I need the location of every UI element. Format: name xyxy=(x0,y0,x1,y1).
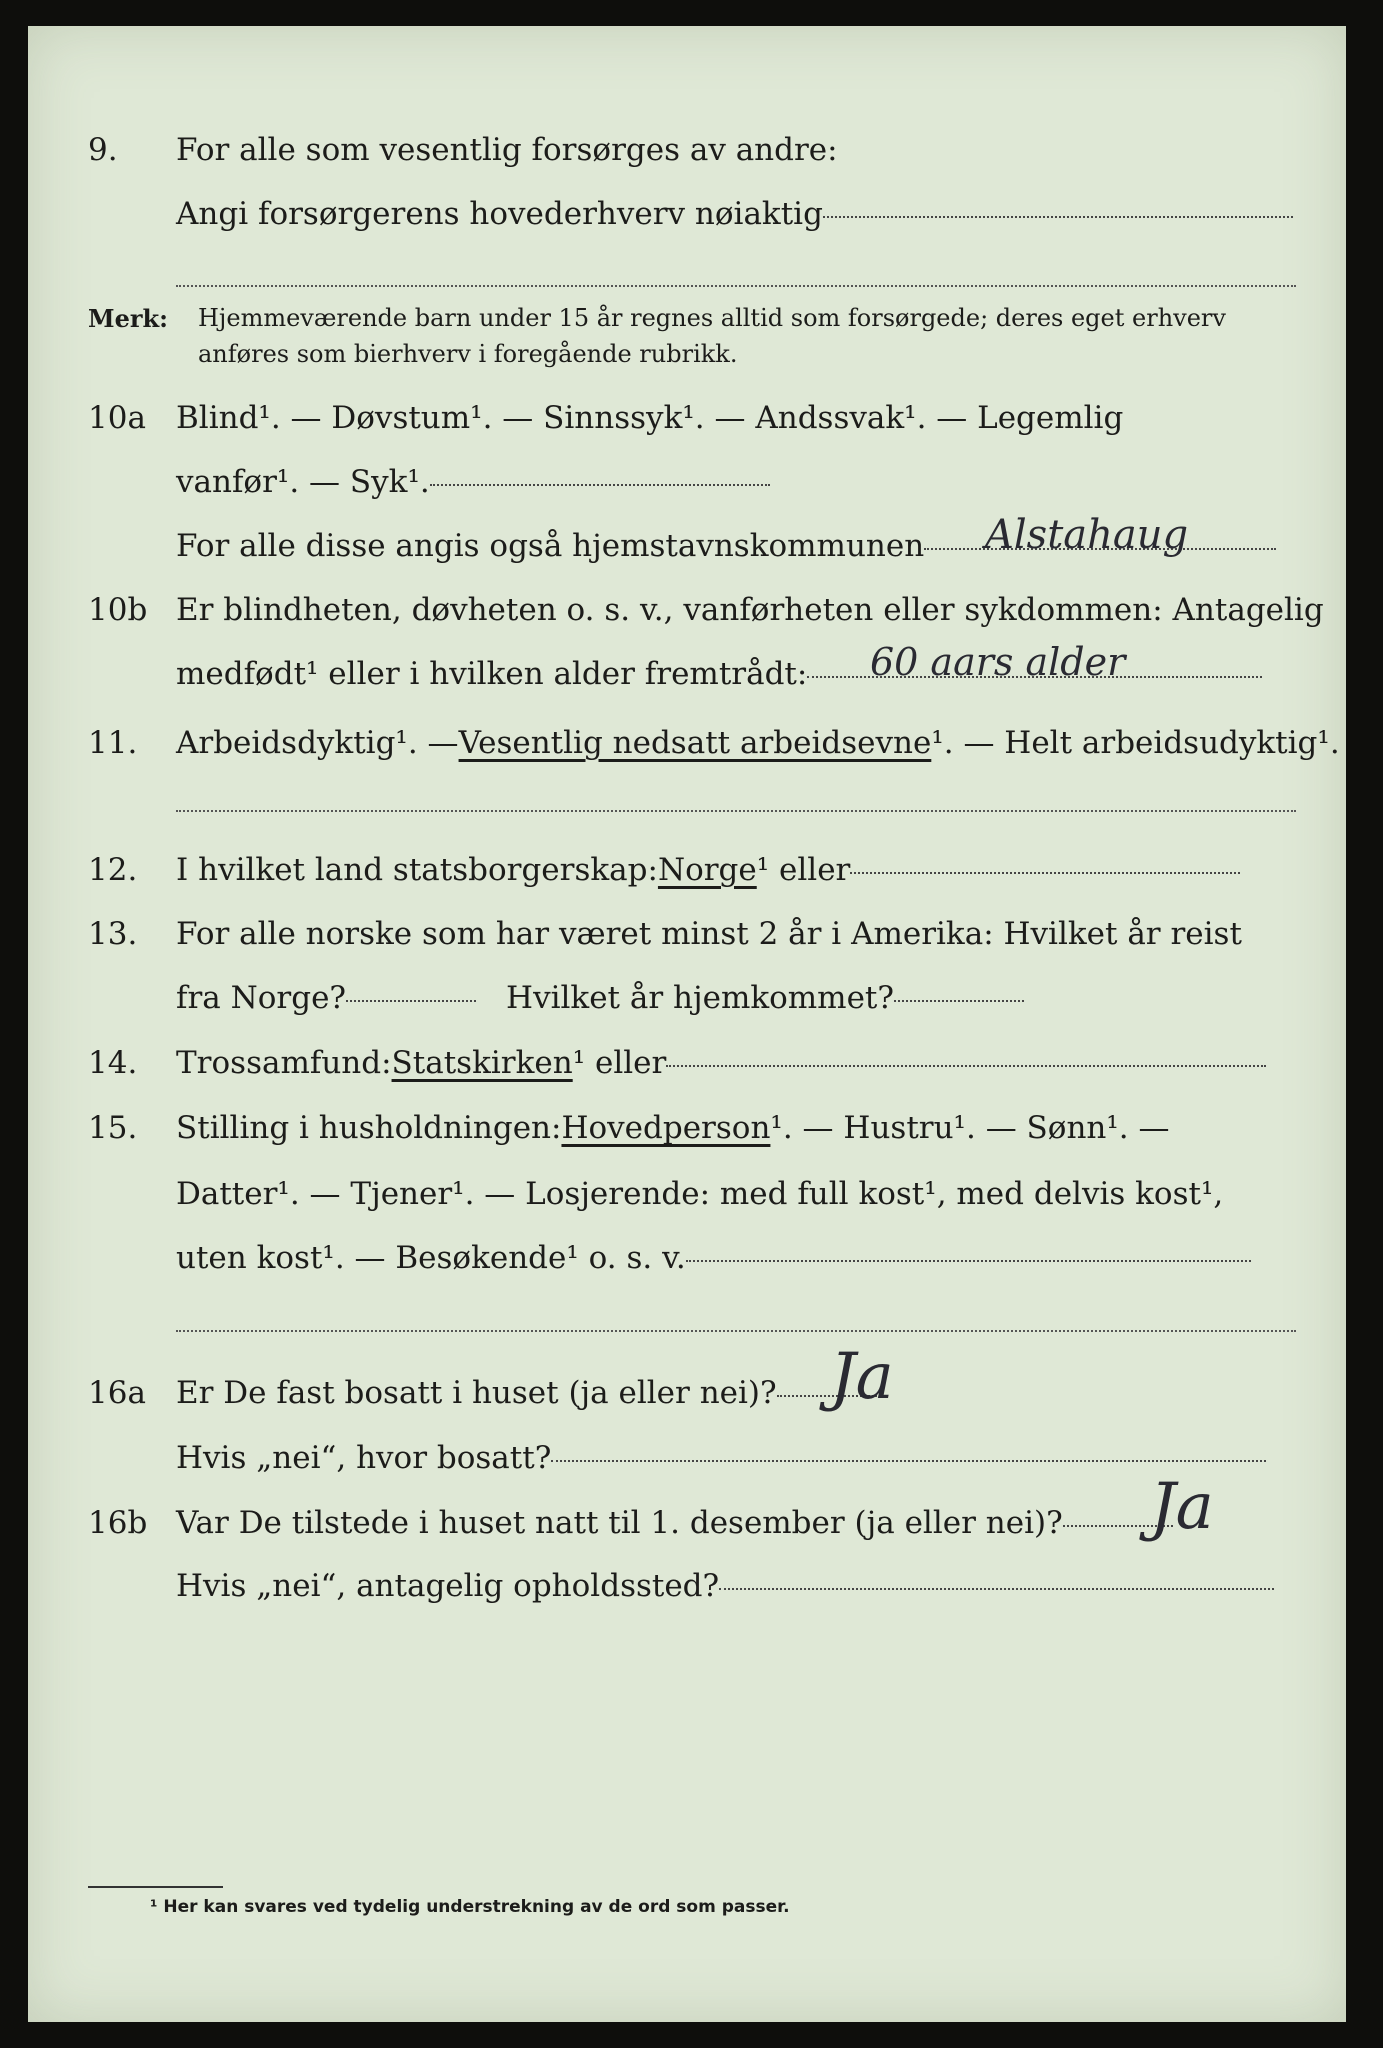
q16b-opholdssted-field[interactable] xyxy=(719,1588,1274,1590)
q10b-text1: Er blindheten, døvheten o. s. v., vanførheten eller sykdommen: Antagelig xyxy=(176,592,1324,628)
q12-number: 12. xyxy=(88,852,138,888)
hw-hjemstavn: Alstahaug xyxy=(985,512,1189,558)
q11-rule xyxy=(176,810,1296,812)
q10b-number: 10b xyxy=(88,592,148,628)
q16a-line1 xyxy=(176,1375,877,1411)
q14-line xyxy=(176,1045,1266,1081)
q14-number: 14. xyxy=(88,1045,138,1081)
footnote: ¹ Her kan svares ved tydelig understrekning av de ord som passer. xyxy=(150,1897,790,1917)
q15-text3: uten kost¹. — Besøkende¹ o. s. v. xyxy=(176,1240,686,1276)
merk-line1 xyxy=(198,304,1226,332)
q16b-text1: Var De tilstede i huset natt til 1. desember (ja eller nei)? xyxy=(176,1505,1063,1541)
q14-text: Trossamfund: xyxy=(176,1045,392,1081)
q13-reist-field[interactable] xyxy=(346,1000,476,1002)
q11-option-nedsatt[interactable]: Vesentlig nedsatt arbeidsevne xyxy=(458,725,932,761)
q15-number: 15. xyxy=(88,1110,138,1146)
q13-number: 13. xyxy=(88,916,138,952)
q16b-line2 xyxy=(176,1568,1274,1604)
merk-text2: anføres som bierhverv i foregående rubrikk. xyxy=(198,340,738,368)
q16a-text1: Er De fast bosatt i huset (ja eller nei)? xyxy=(176,1375,777,1411)
q15-field[interactable] xyxy=(686,1260,1251,1262)
q10a-line1 xyxy=(176,400,1123,436)
merk-label: Merk: xyxy=(88,304,168,333)
q14-option-eller: ¹ eller xyxy=(572,1045,667,1081)
q9-number: 9. xyxy=(88,132,118,168)
q10a-text1: Blind¹. — Døvstum¹. — Sinnssyk¹. — Andssvak¹. — Legemlig xyxy=(176,400,1124,436)
q9-answer-field-extra[interactable] xyxy=(176,285,1296,287)
q14-option-statskirken[interactable]: Statskirken xyxy=(391,1045,573,1081)
q12-option-eller: ¹ eller xyxy=(756,852,851,888)
hw-q16a-answer: Ja xyxy=(830,1340,894,1414)
q13-text-hjemkommet: Hvilket år hjemkommet? xyxy=(506,980,895,1016)
q9-answer-field[interactable] xyxy=(823,216,1293,218)
merk-text1: Hjemmeværende barn under 15 år regnes alltid som forsørgede; deres eget erhverv xyxy=(198,304,1226,332)
q15-option-hovedperson[interactable]: Hovedperson xyxy=(561,1110,771,1146)
q9-text1: For alle som vesentlig forsørges av andre: xyxy=(176,132,838,168)
q15-text2: Datter¹. — Tjener¹. — Losjerende: med full kost¹, med delvis kost¹, xyxy=(176,1176,1224,1212)
hw-q16b-answer: Ja xyxy=(1150,1470,1214,1544)
q15-rule xyxy=(176,1330,1296,1332)
q12-line xyxy=(176,852,1240,888)
q10a-syk-field[interactable] xyxy=(430,484,770,486)
q11-number: 11. xyxy=(88,725,138,761)
q12-option-norge[interactable]: Norge xyxy=(657,852,757,888)
q12-text: I hvilket land statsborgerskap: xyxy=(176,852,658,888)
q16b-number: 16b xyxy=(88,1505,148,1541)
q13-text1: For alle norske som har været minst 2 år i Amerika: Hvilket år reist xyxy=(176,916,1242,952)
q11-option-arbeidsdyktig[interactable]: Arbeidsdyktig¹. — xyxy=(176,725,459,761)
q13-text-reist: fra Norge? xyxy=(176,980,347,1016)
hw-alder: 60 aars alder xyxy=(870,640,1126,684)
q10b-line1 xyxy=(176,592,1324,628)
q16b-text2: Hvis „nei“, antagelig opholdssted? xyxy=(176,1568,720,1604)
q15-line3 xyxy=(176,1240,1251,1276)
q13-line2 xyxy=(176,980,1024,1016)
q15-options-rest: ¹. — Hustru¹. — Sønn¹. — xyxy=(770,1110,1170,1146)
q16b-line1 xyxy=(176,1505,1173,1541)
q10a-line2 xyxy=(176,464,770,500)
q9-text2: Angi forsørgerens hovederhverv nøiaktig xyxy=(176,196,823,232)
q9-line1 xyxy=(176,132,838,168)
q13-line1 xyxy=(176,916,1242,952)
q10a-text2: vanfør¹. — Syk¹. xyxy=(176,464,430,500)
q13-hjemkommet-field[interactable] xyxy=(894,1000,1024,1002)
q16a-line2 xyxy=(176,1440,1266,1476)
q15-line1 xyxy=(176,1110,1170,1146)
footnote-rule xyxy=(88,1886,223,1888)
q15-text: Stilling i husholdningen: xyxy=(176,1110,562,1146)
q9-line2 xyxy=(176,196,1293,232)
q12-field[interactable] xyxy=(850,872,1240,874)
q14-field[interactable] xyxy=(666,1065,1266,1067)
q10a-text3: For alle disse angis også hjemstavnskommunen xyxy=(176,528,925,564)
q16a-bosatt-field[interactable] xyxy=(551,1460,1266,1462)
q15-line2 xyxy=(176,1176,1223,1212)
q11-line xyxy=(176,725,1340,761)
q16a-text2: Hvis „nei“, hvor bosatt? xyxy=(176,1440,552,1476)
q16a-number: 16a xyxy=(88,1375,146,1411)
q11-option-udyktig[interactable]: ¹. — Helt arbeidsudyktig¹. xyxy=(931,725,1340,761)
merk-line2 xyxy=(198,340,737,368)
q10a-number: 10a xyxy=(88,400,146,436)
q10b-text2: medfødt¹ eller i hvilken alder fremtrådt: xyxy=(176,656,808,692)
